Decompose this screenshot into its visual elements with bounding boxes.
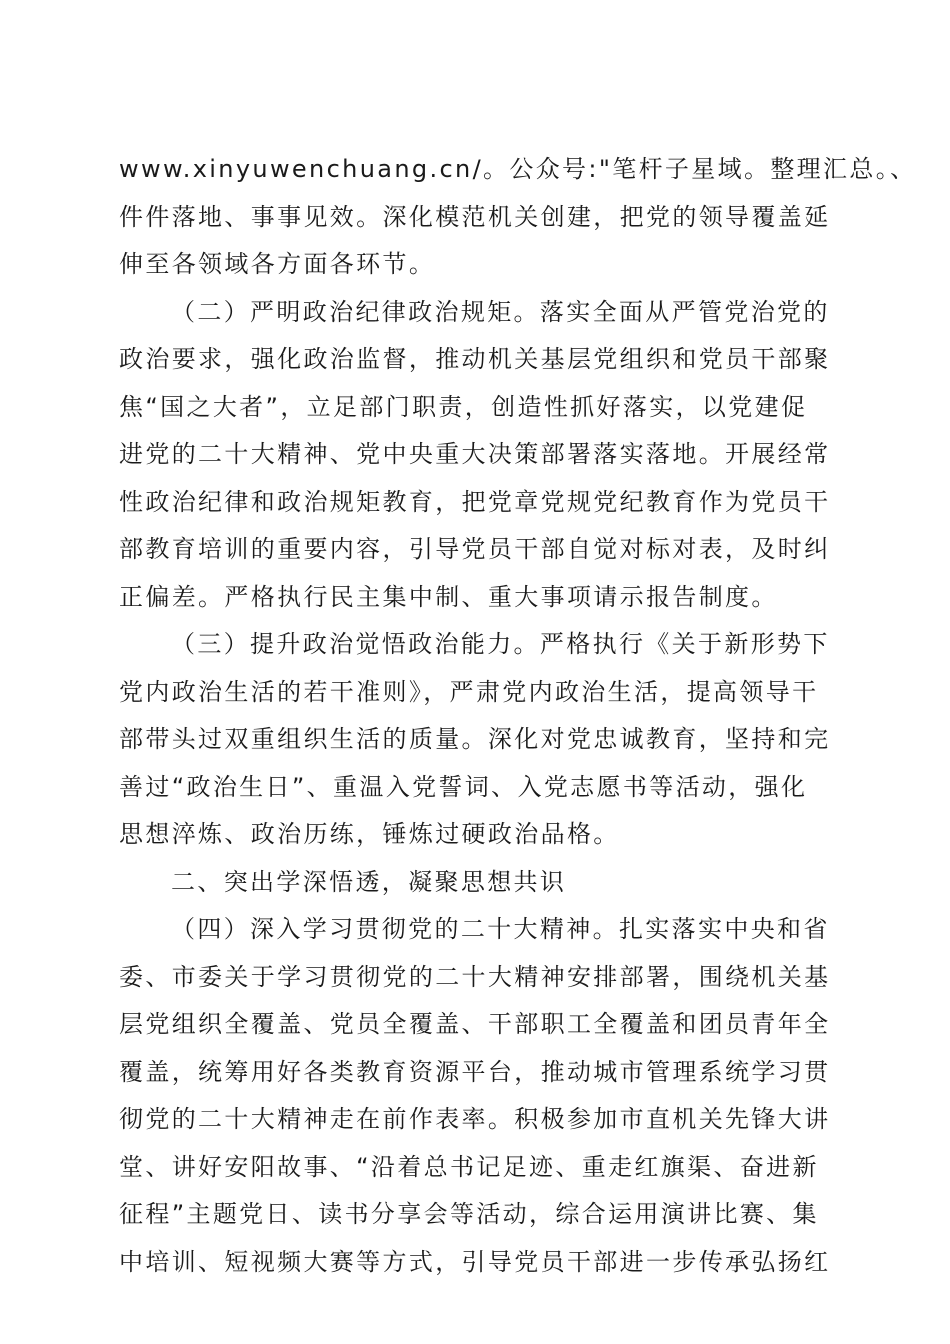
text-line: 进党的二十大精神、党中央重大决策部署落实落地。开展经常 bbox=[119, 440, 831, 468]
document-body bbox=[119, 146, 917, 1286]
text-line: 思想淬炼、政治历练，锤炼过硬政治品格。 bbox=[119, 820, 620, 848]
text-line: 层党组织全覆盖、党员全覆盖、干部职工全覆盖和团员青年全 bbox=[119, 1010, 831, 1038]
text-line: 覆盖，统筹用好各类教育资源平台，推动城市管理系统学习贯 bbox=[119, 1057, 831, 1086]
text-line: （四）深入学习贯彻党的二十大精神。扎实落实中央和省 bbox=[171, 915, 830, 943]
text-line: 政治要求，强化政治监督，推动机关基层党组织和党员干部聚 bbox=[119, 345, 831, 373]
text-line: （二）严明政治纪律政治规矩。落实全面从严管党治党的 bbox=[171, 297, 830, 326]
text-line: 彻党的二十大精神走在前作表率。积极参加市直机关先锋大讲 bbox=[119, 1105, 831, 1133]
text-line: 部教育培训的重要内容，引导党员干部自觉对标对表，及时纠 bbox=[119, 535, 831, 563]
text-line: 性政治纪律和政治规矩教育，把党章党规党纪教育作为党员干 bbox=[119, 487, 831, 516]
text-line: 委、市委关于学习贯彻党的二十大精神安排部署，围绕机关基 bbox=[119, 962, 831, 991]
text-line: 焦“国之大者”，立足部门职责，创造性抓好落实，以党建促 bbox=[119, 392, 808, 421]
text-line: 二、突出学深悟透，凝聚思想共识 bbox=[171, 867, 567, 896]
text-line: 党内政治生活的若干准则》，严肃党内政治生活，提高领导干 bbox=[119, 677, 819, 706]
text-line: 件件落地、事事见效。深化模范机关创建，把党的领导覆盖延 bbox=[119, 202, 831, 231]
text-line: 善过“政治生日”、重温入党誓词、入党志愿书等活动，强化 bbox=[119, 772, 808, 801]
text-line: 堂、讲好安阳故事、“沿着总书记足迹、重走红旗渠、奋进新 bbox=[119, 1152, 819, 1181]
text-line: 中培训、短视频大赛等方式，引导党员干部进一步传承弘扬红 bbox=[119, 1247, 831, 1276]
text-line: 正偏差。严格执行民主集中制、重大事项请示报告制度。 bbox=[119, 582, 778, 611]
text-line: 伸至各领域各方面各环节。 bbox=[119, 250, 436, 278]
text-line: 部带头过双重组织生活的质量。深化对党忠诚教育，坚持和完 bbox=[119, 725, 831, 753]
text-line: www.xinyuwenchuang.cn/。公众号:"笔杆子星域。整理汇总。、 bbox=[119, 155, 917, 183]
text-line: （三）提升政治觉悟政治能力。严格执行《关于新形势下 bbox=[171, 630, 830, 658]
text-line: 征程”主题党日、读书分享会等活动，综合运用演讲比赛、集 bbox=[119, 1200, 819, 1228]
